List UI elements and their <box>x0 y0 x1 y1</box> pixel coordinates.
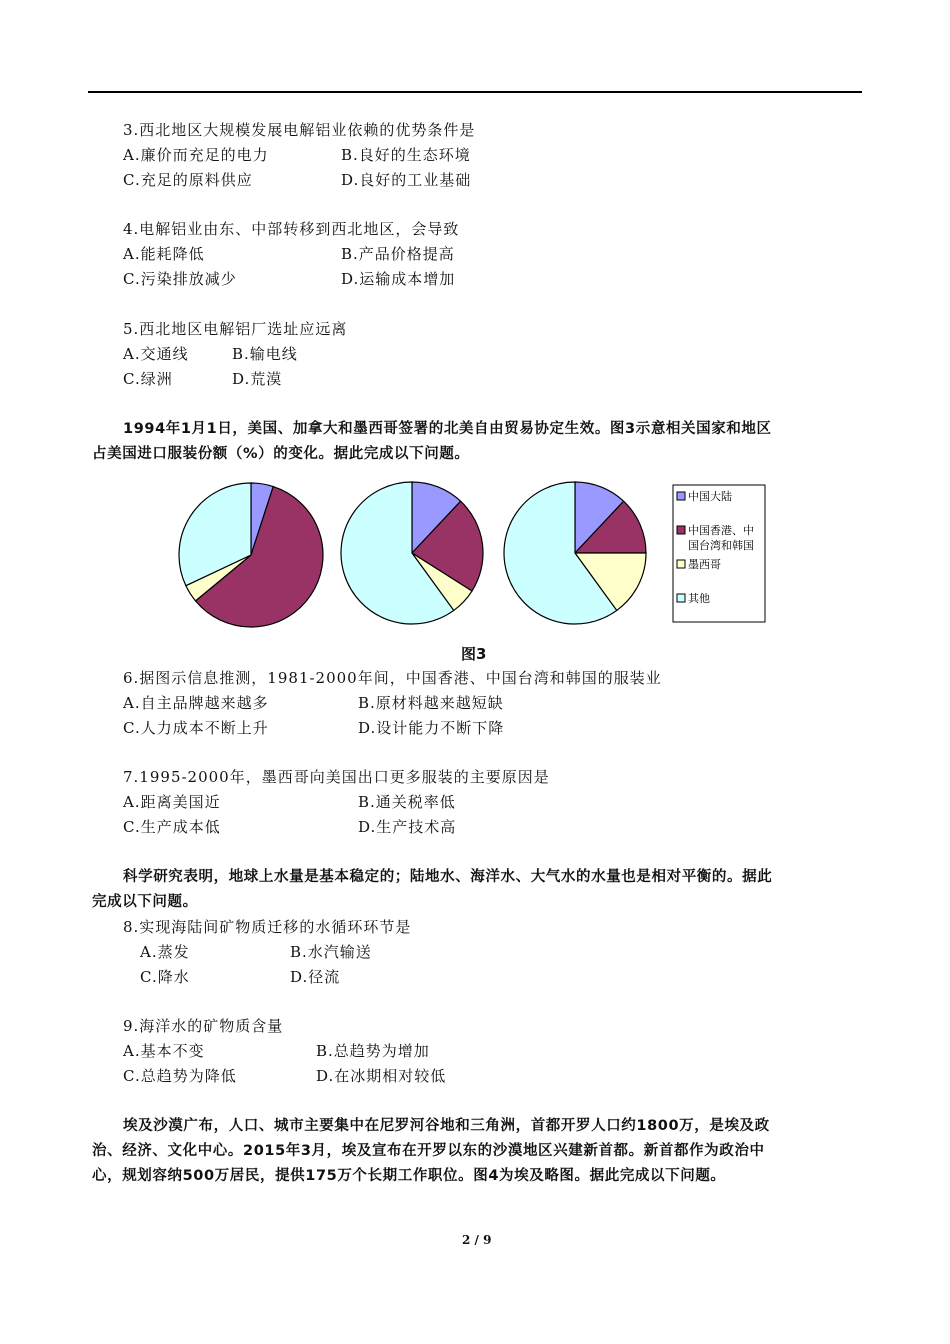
answer-option: B.原材料越来越短缺 <box>358 694 504 712</box>
passage-line: 科学研究表明，地球上水量是基本稳定的；陆地水、海洋水、大气水的水量也是相对平衡的。据此 <box>123 869 773 885</box>
legend-label: 中国香港、中 <box>688 524 754 537</box>
legend-label: 中国大陆 <box>688 490 732 503</box>
answer-option: A.廉价而充足的电力 <box>123 146 269 164</box>
question-stem: 7.1995-2000年，墨西哥向美国出口更多服装的主要原因是 <box>123 768 550 786</box>
question-stem: 9.海洋水的矿物质含量 <box>123 1017 284 1035</box>
answer-option: A.蒸发 <box>140 943 190 961</box>
answer-option: D.设计能力不断下降 <box>358 719 505 737</box>
legend-box <box>673 485 765 622</box>
answer-option: C.人力成本不断上升 <box>123 719 269 737</box>
answer-option: D.荒漠 <box>232 370 283 388</box>
question-stem: 6.据图示信息推测，1981-2000年间，中国香港、中国台湾和韩国的服装业 <box>123 669 662 687</box>
passage-line: 治、经济、文化中心。2015年3月，埃及宣布在开罗以东的沙漠地区兴建新首都。新首都作为政治中 <box>92 1143 765 1159</box>
answer-option: C.降水 <box>140 968 190 986</box>
answer-option: D.生产技术高 <box>358 818 457 836</box>
question-stem: 5.西北地区电解铝厂选址应远离 <box>123 320 348 338</box>
answer-option: A.基本不变 <box>123 1042 205 1060</box>
answer-option: D.径流 <box>290 968 341 986</box>
legend-swatch <box>677 526 685 534</box>
legend-label: 国台湾和韩国 <box>688 539 754 552</box>
answer-option: B.通关税率低 <box>358 793 456 811</box>
answer-option: D.良好的工业基础 <box>341 171 472 189</box>
answer-option: B.总趋势为增加 <box>316 1042 430 1060</box>
question-stem: 8.实现海陆间矿物质迁移的水循环环节是 <box>123 918 412 936</box>
legend-swatch <box>677 492 685 500</box>
answer-option: D.在冰期相对较低 <box>316 1067 447 1085</box>
answer-option: C.绿洲 <box>123 370 173 388</box>
answer-option: B.水汽输送 <box>290 943 372 961</box>
legend-label: 墨西哥 <box>688 558 721 571</box>
passage-line: 心，规划容纳500万居民，提供175万个长期工作职位。图4为埃及略图。据此完成以下问题。 <box>92 1168 726 1184</box>
answer-option: C.充足的原料供应 <box>123 171 253 189</box>
answer-option: D.运输成本增加 <box>341 270 456 288</box>
question-stem: 4.电解铝业由东、中部转移到西北地区，会导致 <box>123 220 460 238</box>
legend-swatch <box>677 560 685 568</box>
question-stem: 3.西北地区大规模发展电解铝业依赖的优势条件是 <box>123 121 476 139</box>
legend-label: 其他 <box>688 592 710 605</box>
legend-swatch <box>677 594 685 602</box>
answer-option: A.交通线 <box>123 345 189 363</box>
answer-option: B.输电线 <box>232 345 298 363</box>
answer-option: B.产品价格提高 <box>341 245 455 263</box>
answer-option: C.生产成本低 <box>123 818 221 836</box>
answer-option: A.自主品牌越来越多 <box>123 694 269 712</box>
passage-line: 占美国进口服装份额（%）的变化。据此完成以下问题。 <box>92 446 470 462</box>
figure-caption: 图3 <box>461 645 487 663</box>
answer-option: B.良好的生态环境 <box>341 146 471 164</box>
answer-option: A.距离美国近 <box>123 793 221 811</box>
passage-line: 1994年1月1日，美国、加拿大和墨西哥签署的北美自由贸易协定生效。图3示意相关国家和地区 <box>123 421 772 437</box>
page-number: 2 / 9 <box>462 1233 492 1247</box>
passage-line: 完成以下问题。 <box>92 894 198 910</box>
passage-line: 埃及沙漠广布，人口、城市主要集中在尼罗河谷地和三角洲，首都开罗人口约1800万，是埃及政 <box>123 1118 770 1134</box>
answer-option: A.能耗降低 <box>123 245 205 263</box>
answer-option: C.总趋势为降低 <box>123 1067 237 1085</box>
answer-option: C.污染排放减少 <box>123 270 237 288</box>
